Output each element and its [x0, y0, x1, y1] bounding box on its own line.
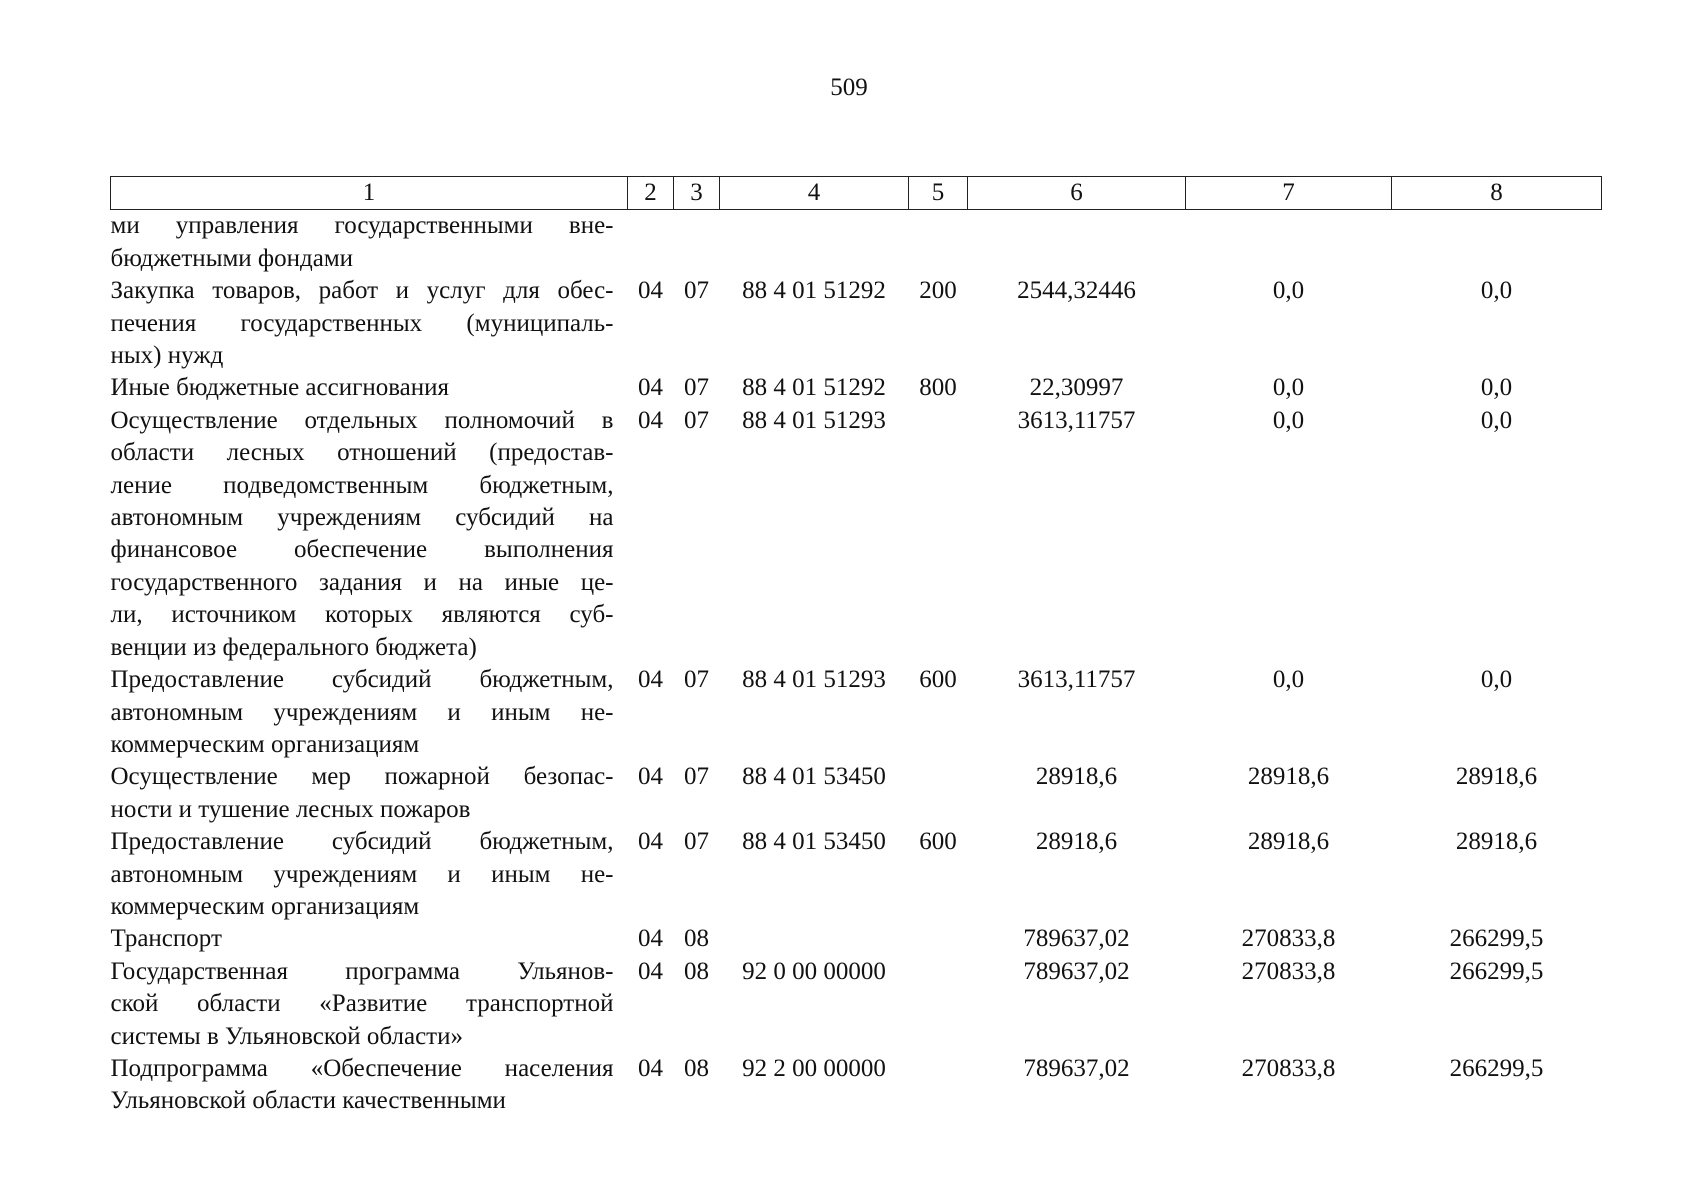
row-name-line: Ульяновской области качественными — [110, 1087, 506, 1115]
row-name-line: системы в Ульяновской области» — [110, 1022, 463, 1050]
expense-type-code — [909, 1053, 968, 1118]
section-code: 04 — [638, 666, 663, 694]
target-article-code: 88 4 01 51293 — [742, 406, 886, 434]
row-name-line: государственного задания и на иные це- — [110, 568, 614, 596]
header-row — [111, 177, 1602, 210]
table-row — [111, 923, 1602, 955]
row-name-line: коммерческим организациям — [110, 730, 420, 758]
amount-year-3: 266299,5 — [1449, 1054, 1544, 1082]
row-name-line: автономным учреждениям и иным не- — [110, 860, 614, 888]
amount-year-2: 28918,6 — [1247, 763, 1330, 791]
header-col-7: 7 — [1186, 177, 1392, 210]
table-row — [111, 275, 1602, 372]
section-code: 04 — [638, 925, 663, 953]
expense-type-code — [909, 923, 968, 955]
amount-year-2: 0,0 — [1272, 406, 1305, 434]
expense-type-code — [909, 761, 968, 826]
section-code: 04 — [638, 763, 663, 791]
row-name-line: ности и тушение лесных пожаров — [110, 795, 471, 823]
row-name-line: Транспорт — [110, 925, 222, 953]
subsection-code: 07 — [684, 406, 709, 434]
header-col-5: 5 — [909, 177, 968, 210]
header-col-3: 3 — [674, 177, 720, 210]
target-article-code: 88 4 01 51292 — [742, 374, 886, 402]
header-col-2: 2 — [628, 177, 674, 210]
section-code: 04 — [638, 277, 663, 305]
table-row — [111, 664, 1602, 761]
target-article-code: 88 4 01 53450 — [742, 763, 886, 791]
target-article-code: 88 4 01 53450 — [742, 828, 886, 856]
amount-year-2: 270833,8 — [1241, 925, 1336, 953]
header-col-8: 8 — [1392, 177, 1602, 210]
section-code: 04 — [638, 828, 663, 856]
row-name-line: ми управления государственными вне- — [110, 212, 614, 240]
row-name — [111, 761, 628, 826]
expense-type-code: 200 — [919, 277, 957, 305]
amount-year-2: 0,0 — [1272, 666, 1305, 694]
row-name — [111, 1053, 628, 1118]
row-name-line: Предоставление субсидий бюджетным, — [110, 828, 614, 856]
amount-year-1: 28918,6 — [1035, 763, 1118, 791]
amount-year-3: 28918,6 — [1455, 828, 1538, 856]
row-name — [111, 275, 628, 372]
section-code: 04 — [638, 374, 663, 402]
row-name — [111, 405, 628, 664]
row-name — [111, 210, 628, 275]
subsection-code: 08 — [684, 925, 709, 953]
table-row — [111, 372, 1602, 404]
row-name — [111, 923, 628, 955]
amount-year-3 — [1392, 210, 1602, 275]
row-name-line: финансовое обеспечение выполнения — [110, 536, 614, 564]
amount-year-1: 2544,32446 — [1017, 277, 1136, 305]
expense-type-code: 800 — [919, 374, 957, 402]
target-article-code: 92 0 00 00000 — [742, 957, 886, 985]
table-body — [111, 210, 1602, 1118]
expense-type-code — [909, 956, 968, 1053]
row-name-line: ской области «Развитие транспортной — [110, 990, 614, 1018]
amount-year-1: 22,30997 — [1029, 374, 1124, 402]
row-name-line: Государственная программа Ульянов- — [110, 957, 614, 985]
row-name-line: Иные бюджетные ассигнования — [110, 374, 450, 402]
row-name-line: автономным учреждениям субсидий на — [110, 504, 614, 532]
table-row — [111, 826, 1602, 923]
expense-type-code: 600 — [919, 666, 957, 694]
amount-year-1: 28918,6 — [1035, 828, 1118, 856]
amount-year-1: 789637,02 — [1023, 957, 1130, 985]
subsection-code: 08 — [684, 957, 709, 985]
amount-year-2: 270833,8 — [1241, 1054, 1336, 1082]
table-row — [111, 405, 1602, 664]
target-article-code: 88 4 01 51293 — [742, 666, 886, 694]
section-code: 04 — [638, 1054, 663, 1082]
subsection-code: 07 — [684, 828, 709, 856]
target-article-code — [720, 923, 909, 955]
table-row — [111, 956, 1602, 1053]
subsection-code: 07 — [684, 666, 709, 694]
subsection-code: 07 — [684, 763, 709, 791]
row-name-line: Закупка товаров, работ и услуг для обес- — [110, 277, 614, 305]
header-col-4: 4 — [720, 177, 909, 210]
target-article-code — [720, 210, 909, 275]
expense-type-code — [909, 210, 968, 275]
row-name-line: ных) нужд — [110, 342, 224, 370]
header-col-6: 6 — [968, 177, 1186, 210]
expense-type-code — [909, 405, 968, 664]
row-name-line: Осуществление отдельных полномочий в — [110, 406, 614, 434]
amount-year-3: 0,0 — [1480, 277, 1513, 305]
page-number: 509 — [830, 74, 868, 101]
row-name-line: Осуществление мер пожарной безопас- — [110, 763, 614, 791]
amount-year-1: 3613,11757 — [1017, 666, 1136, 694]
amount-year-3: 0,0 — [1480, 374, 1513, 402]
target-article-code: 92 2 00 00000 — [742, 1054, 886, 1082]
amount-year-3: 28918,6 — [1455, 763, 1538, 791]
row-name — [111, 956, 628, 1053]
amount-year-1: 789637,02 — [1023, 925, 1130, 953]
subsection-code — [674, 210, 720, 275]
expense-type-code: 600 — [919, 828, 957, 856]
table-row — [111, 761, 1602, 826]
budget-table — [110, 176, 1602, 1118]
amount-year-2: 0,0 — [1272, 277, 1305, 305]
subsection-code: 07 — [684, 277, 709, 305]
row-name-line: Предоставление субсидий бюджетным, — [110, 666, 614, 694]
amount-year-2 — [1186, 210, 1392, 275]
amount-year-3: 266299,5 — [1449, 925, 1544, 953]
row-name-line: ление подведомственным бюджетным, — [110, 471, 614, 499]
row-name — [111, 826, 628, 923]
amount-year-3: 266299,5 — [1449, 957, 1544, 985]
amount-year-1: 3613,11757 — [1017, 406, 1136, 434]
row-name-line: печения государственных (муниципаль- — [110, 309, 614, 337]
row-name-line: коммерческим организациям — [110, 892, 420, 920]
amount-year-3: 0,0 — [1480, 406, 1513, 434]
header-col-1: 1 — [111, 177, 628, 210]
amount-year-2: 0,0 — [1272, 374, 1305, 402]
amount-year-2: 28918,6 — [1247, 828, 1330, 856]
amount-year-2: 270833,8 — [1241, 957, 1336, 985]
table-row — [111, 1053, 1602, 1118]
amount-year-1: 789637,02 — [1023, 1054, 1130, 1082]
section-code — [628, 210, 674, 275]
target-article-code: 88 4 01 51292 — [742, 277, 886, 305]
row-name-line: ли, источником которых являются суб- — [110, 601, 614, 629]
row-name — [111, 372, 628, 404]
row-name-line: Подпрограмма «Обеспечение населения — [110, 1054, 614, 1082]
table-row — [111, 210, 1602, 275]
amount-year-1 — [968, 210, 1186, 275]
section-code: 04 — [638, 406, 663, 434]
row-name — [111, 664, 628, 761]
row-name-line: венции из федерального бюджета) — [110, 633, 477, 661]
subsection-code: 07 — [684, 374, 709, 402]
section-code: 04 — [638, 957, 663, 985]
amount-year-3: 0,0 — [1480, 666, 1513, 694]
subsection-code: 08 — [684, 1054, 709, 1082]
row-name-line: автономным учреждениям и иным не- — [110, 698, 614, 726]
row-name-line: бюджетными фондами — [110, 244, 354, 272]
row-name-line: области лесных отношений (предостав- — [110, 439, 614, 467]
